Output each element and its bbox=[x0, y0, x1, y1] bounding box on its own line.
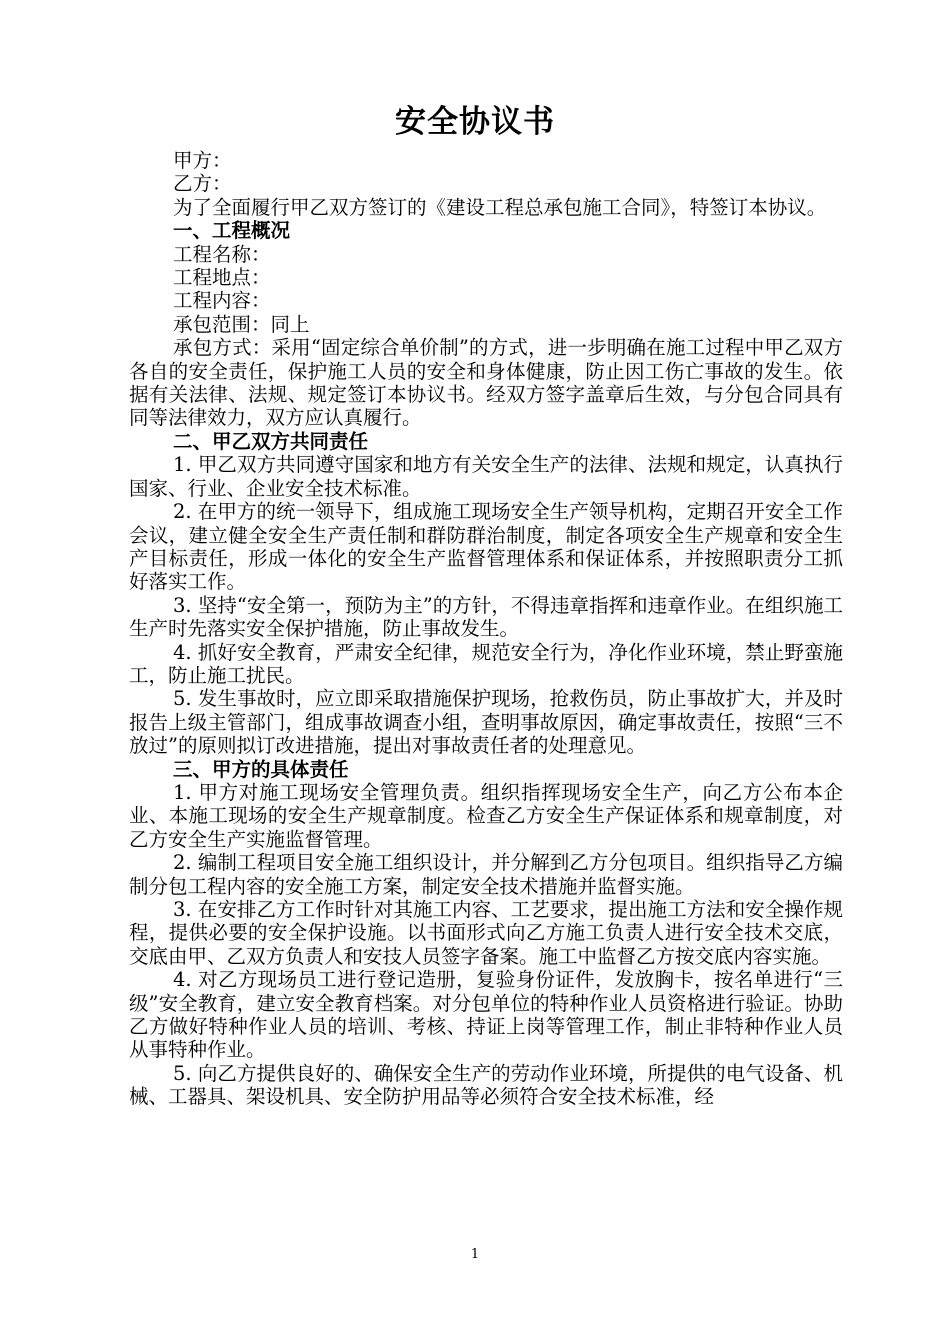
document-body bbox=[129, 149, 843, 1109]
joint-responsibility-item: 3. 坚持“安全第一，预防为主”的方针，不得违章指挥和违章作业。在组织施工生产时先落实安全保护措施，防止事故发生。 bbox=[129, 593, 843, 641]
section-heading-project-overview: 一、工程概况 bbox=[173, 219, 291, 243]
document-title: 安全协议书 bbox=[395, 104, 555, 140]
intro-paragraph: 为了全面履行甲乙双方签订的《建设工程总承包施工合同》，特签订本协议。 bbox=[173, 195, 827, 219]
party-a-responsibility-item: 1. 甲方对施工现场安全管理负责。组织指挥现场安全生产，向乙方公布本企业、本施工现场的安全生产规章制度。检查乙方安全生产保证体系和规章制度，对乙方安全生产实施监督管理。 bbox=[129, 780, 843, 851]
joint-responsibility-item: 4. 抓好安全教育，严肃安全纪律，规范安全行为，净化作业环境，禁止野蛮施工，防止施工扰民。 bbox=[129, 640, 843, 687]
party-a-responsibility-item: 3. 在安排乙方工作时针对其施工内容、工艺要求，提出施工方法和安全操作规程，提供必要的安全保护设施。以书面形式向乙方施工负责人进行安全技术交底，交底由甲、乙双方负责人和安技人员签字备案。施工中监督乙方按交底内容实施。 bbox=[129, 898, 843, 968]
page-number: 1 bbox=[470, 1247, 480, 1262]
party-a-responsibility-item: 4. 对乙方现场员工进行登记造册，复验身份证件，发放胸卡，按名单进行“三级”安全教育，建立安全教育档案。对分包单位的特种作业人员资格进行验证。协助乙方做好特种作业人员的培训、考核、持证上岗等管理工作，制止非特种作业人员从事特种作业。 bbox=[129, 968, 843, 1062]
project-location-line: 工程地点： bbox=[173, 266, 271, 290]
contract-method-paragraph: 承包方式：采用“固定综合单价制”的方式，进一步明确在施工过程中甲乙双方各自的安全责任，保护施工人员的安全和身体健康，防止因工伤亡事故的发生。依据有关法律、法规、规定签订本协议书。经双方签字盖章后生效，与分包合同具有同等法律效力，双方应认真履行。 bbox=[129, 336, 843, 430]
joint-responsibility-item: 2. 在甲方的统一领导下，组成施工现场安全生产领导机构，定期召开安全工作会议，建立健全安全生产责任制和群防群治制度，制定各项安全生产规章和安全生产目标责任，形成一体化的安全生产监督管理体系和保证体系，并按照职责分工抓好落实工作。 bbox=[129, 500, 843, 594]
contract-scope-line: 承包范围：同上 bbox=[173, 312, 310, 336]
party-a-responsibility-item: 5. 向乙方提供良好的、确保安全生产的劳动作业环境，所提供的电气设备、机械、工器具、架设机具、安全防护用品等必须符合安全技术标准，经 bbox=[129, 1061, 843, 1109]
project-content-line: 工程内容： bbox=[173, 289, 271, 313]
section-heading-party-a-responsibilities: 三、甲方的具体责任 bbox=[173, 757, 349, 781]
party-a-responsibility-item: 2. 编制工程项目安全施工组织设计，并分解到乙方分包项目。组织指导乙方编制分包工程内容的安全施工方案，制定安全技术措施并监督实施。 bbox=[129, 851, 843, 898]
joint-responsibility-item: 5. 发生事故时，应立即采取措施保护现场，抢救伤员，防止事故扩大，并及时报告上级主管部门，组成事故调查小组，查明事故原因，确定事故责任，按照“三不放过”的原则拟订改进措施，提出对事故责任者的处理意见。 bbox=[129, 687, 843, 758]
section-heading-joint-responsibilities: 二、甲乙双方共同责任 bbox=[173, 429, 369, 453]
party-a-line: 甲方： bbox=[173, 149, 232, 172]
joint-responsibility-item: 1. 甲乙双方共同遵守国家和地方有关安全生产的法律、法规和规定，认真执行国家、行业、企业安全技术标准。 bbox=[129, 453, 843, 500]
party-b-line: 乙方： bbox=[173, 172, 232, 196]
project-name-line: 工程名称： bbox=[173, 242, 271, 266]
